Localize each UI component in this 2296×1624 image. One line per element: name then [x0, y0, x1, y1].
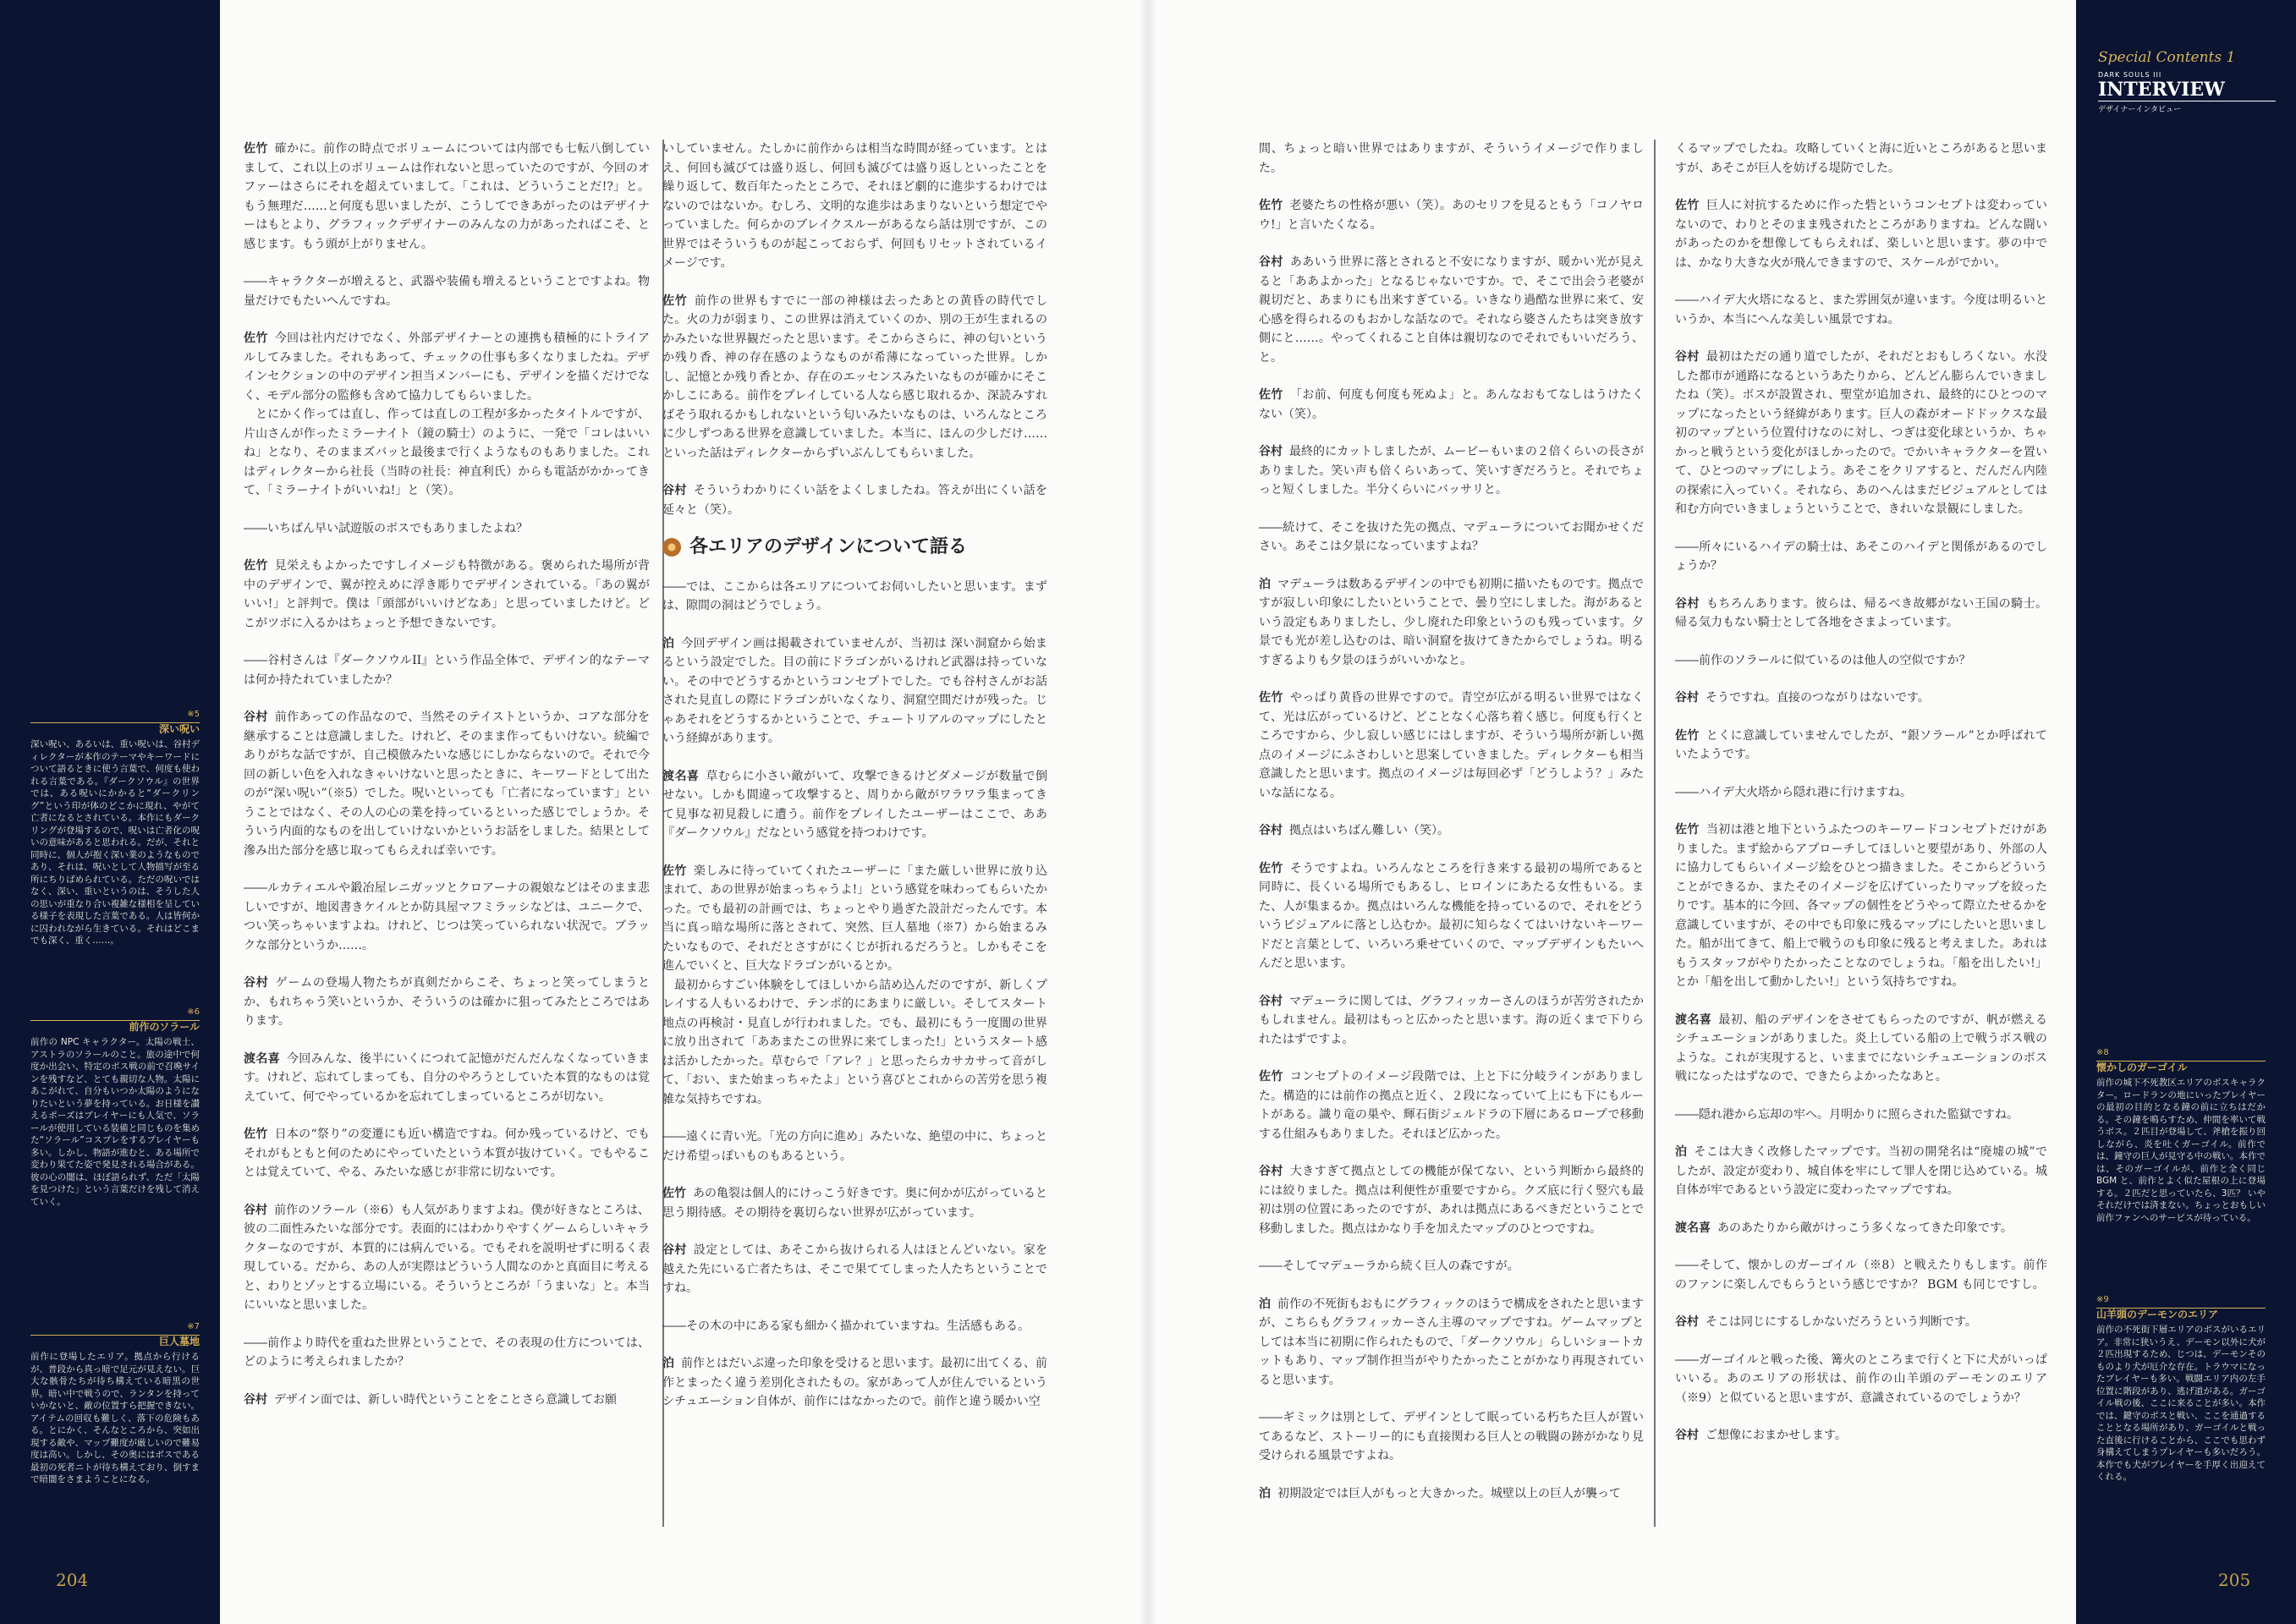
interview-paragraph [1259, 992, 1644, 1050]
paragraph-text: くるマップでしたね。攻略していくと海に近いところがあると思いますが、あそこが巨人を妨げる堤防でした。 [1675, 142, 2047, 175]
paragraph-text: ――では、ここからは各エリアについてお伺いしたいと思います。まずは、隙間の洞はどうでしょう。 [662, 579, 1047, 612]
speaker-name: 渡名喜 [1675, 1012, 1712, 1027]
paragraph-text: 前作とはだいぶ違った印象を受けると思います。最初に出てくる、前作とまったく違う差別化されたもの。家があって人が住んでいるというシチュエーション自体が、前作にはなかったので。前作と違う暖かい空 [662, 1357, 1047, 1408]
footnote-title: 懐かしのガーゴイル [2096, 1061, 2188, 1073]
interview-paragraph [1259, 1408, 1644, 1466]
series-label: DARK SOULS III [2098, 71, 2162, 79]
paragraph-text: 前作のソラール（※6）も人気がありますよね。僕が好きなところは、彼の二面性みたいな部分です。表面的にはわかりやすくゲームらしいキャラクターなのですが、本質的には病んでいる。でもそれを説明せずに明るく表現している。だから、あの人が実際はどういう人間なのかと真面目に考えると、わりとゾッとする立場にいる。そういうところが「うまいな」と。本当にいいなと思いました。 [244, 1203, 650, 1312]
interview-paragraph [1675, 1011, 2047, 1087]
speaker-name: 谷村 [1675, 596, 1700, 611]
paragraph-text: 日本の“祭り”の変遷にも近い構造ですね。何か残っているけど、でもそれがもともと何のためにやっていたという本質が抜けていく。でもやることは覚えていて、やる、みたいな感じが非常に切ないです。 [244, 1127, 650, 1179]
speaker-name: 谷村 [1259, 1165, 1283, 1178]
speaker-name: 谷村 [1675, 691, 1699, 705]
footnote-body: 前作の不死街下層エリアのボスがいるエリア。非常に狭いうえ、デーモン以外に犬が２匹出現するため、じつは、デーモンそのものより犬が厄介な存在。トラウマになったプレイヤーも多い。戦闘エリア内の左手位置に階段があり、逃げ道がある。ガーゴイル戦の後、ここに来ることが多い。本作では、鍵守のボスと戦い、ここを通過することとなる場所があり、ガーゴイルと戦った直後に行けることから、ここでも思わず身構えてしまうプレイヤーも多いだろう。本作でも犬がプレイヤーを手厚く出迎えてくれる。 [2096, 1325, 2266, 1482]
interview-paragraph [1259, 689, 1644, 803]
interview-paragraph [1675, 1426, 2047, 1446]
interview-paragraph [244, 405, 650, 501]
speaker-name: 佐竹 [662, 864, 687, 878]
paragraph-text: ああいう世界に落とされると不安になりますが、暖かい光が見えると「ああよかった」となるじゃないですか。で、そこで出会う老婆が親切だと、あまりにも出来すぎている。いきなり過酷な世界に来て、安心感を得られるのもおかしな話なので。それなら婆さんたちは突き放す側にと……。やってくれること自体は親切なのでそれでもいいだろう、と。 [1259, 255, 1644, 365]
section-branding [2098, 49, 2276, 114]
interview-paragraph [662, 140, 1047, 273]
paragraph-text: そうですね。直接のつながりはないです。 [1706, 691, 1930, 705]
speaker-name: 佐竹 [244, 1127, 268, 1141]
interview-paragraph [662, 292, 1047, 464]
paragraph-text: 前作の不死街もおもにグラフィックのほうで構成をされたと思いますが、こちらもグラフィッカーさん主導のマップですね。ゲームマップとしては本当に初期に作られたもので、「ダークソウル」らしいショートカットもあり、マップ制作担当がやりたかったことがかなり再現されていると思います。 [1259, 1297, 1644, 1387]
paragraph-text: ――谷村さんは『ダークソウルII』という作品全体で、デザイン的なテーマは何か持たれていましたか？ [244, 654, 650, 687]
speaker-name: 佐竹 [1259, 691, 1283, 705]
interview-paragraph [662, 1317, 1047, 1336]
speaker-name: 谷村 [662, 1243, 687, 1257]
speaker-name: 泊 [1259, 577, 1272, 591]
page-number-right: 205 [2218, 1570, 2251, 1590]
interview-paragraph [1675, 783, 2047, 803]
footnote-number: ※9 [2096, 1294, 2266, 1309]
book-gutter [1140, 0, 1156, 1624]
interview-paragraph [1259, 859, 1644, 974]
paragraph-text: ――いちばん早い試遊版のボスでもありましたよね？ [244, 521, 528, 535]
interview-paragraph [1259, 386, 1644, 424]
interview-paragraph [1675, 820, 2047, 992]
speaker-name: 谷村 [662, 484, 687, 497]
interview-paragraph [1259, 1295, 1644, 1391]
speaker-name: 佐竹 [1675, 728, 1700, 743]
interview-paragraph [1675, 1313, 2047, 1332]
interview-paragraph [1675, 1143, 2047, 1200]
paragraph-text: とにかく作っては直し、作っては直しの工程が多かったタイトルですが、片山さんが作ったミラーナイト（鏡の騎士）のように、一発で「コレはいいね」となり、そのままズバッと最後まで行くようなものもありました。これはディレクターから社長（当時の社長：神直利氏）からも電話がかかってきて、「ミラーナイトがいいね!」と（笑）。 [244, 408, 650, 497]
interview-paragraph [662, 578, 1047, 616]
footnote-number: ※5 [30, 709, 200, 723]
interview-paragraph [662, 976, 1047, 1110]
interview-paragraph [244, 974, 650, 1031]
speaker-name: 佐竹 [1259, 388, 1283, 402]
footnote-body: 前作の城下不死教区エリアのボスキャラクター。ロードランの地にいったプレイヤーの最初の目的となる鐘の前に立ちはだかる。その鐘を鳴らすため、仲間を率いて戦うボス。２匹目が登場して、斧槍を振り回しながら、炎を吐くガーゴイル。前作では、鐘守の巨人が見守る中の戦い。本作では、そのガーゴイルが、前作と全く同じ BGM と、前作とよく似た屋根の上に登場する。２匹だと思っていたら、3匹？ いやそれだけでは済まない。ちょっとおもしい前作ファンへのサービスが待っている。 [2096, 1078, 2266, 1223]
text-column-4 [1675, 140, 2047, 1527]
footnote-title: 山羊頭のデーモンのエリア [2096, 1308, 2219, 1320]
paragraph-text: いしていません。たしかに前作からは相当な時間が経っています。とは え、何回も滅びては盛り返し、何回も滅びては盛り返しといったことを繰り返して、数百年たったところで、それほど劇的に進歩するわけではないのではないか。むしろ、文明的な進歩はあまりないという想定でやっていました。何らかのブレイクスルーがあるなら話は別ですが、この世界ではそういうものが起こっておらず、何回もリセットされているイメージです。 [662, 142, 1047, 270]
paragraph-text: 拠点はいちばん難しい（笑）。 [1289, 824, 1449, 837]
interview-paragraph [1675, 291, 2047, 329]
speaker-name: 谷村 [1675, 1429, 1699, 1442]
speaker-name: 谷村 [1675, 350, 1700, 364]
interview-paragraph [244, 651, 650, 689]
paragraph-text: 初期設定では巨人がもっと大きかった。城壁以上の巨人が襲って [1277, 1486, 1621, 1501]
footnote-7 [30, 1321, 200, 1486]
interview-paragraph [244, 329, 650, 405]
speaker-name: 佐竹 [662, 294, 688, 308]
speaker-name: 泊 [1259, 1486, 1271, 1501]
footnote-8 [2096, 1047, 2266, 1224]
paragraph-text: デザイン面では、新しい時代ということをことさら意識してお願 [274, 1392, 618, 1407]
text-column-2 [662, 140, 1047, 1527]
paragraph-text: ――ハイデ大火塔になると、また雰囲気が違います。今度は明るいというか、本当にへんな美しい風景ですね。 [1675, 294, 2047, 326]
footnote-6 [30, 1007, 200, 1208]
interview-paragraph [662, 767, 1047, 843]
column-divider [1654, 140, 1656, 1527]
speaker-name: 佐竹 [1259, 861, 1283, 875]
paragraph-text: そういうわかりにくい話をよくしましたね。答えが出にくい話を延々と（笑）。 [662, 484, 1047, 517]
interview-paragraph [244, 1391, 650, 1410]
section-heading [662, 538, 1047, 557]
paragraph-text: そうですよね。いろんなところを行き来する最初の場所であると同時に、長くいる場所でもあるし、ヒロインにあたる女性もいる。また、人が集まるか。拠点はいろんな機能を持っているので、それをどういうビジュアルに落とし込むか。最初に知らなくてはいけないキーワードだと言葉として、いろいろ乗せていくので、マップデザインもたいへんだと思います。 [1259, 861, 1644, 970]
speaker-name: 谷村 [1259, 255, 1283, 269]
paragraph-text: 当初は港と地下というふたつのキーワードコンセプトだけがありました。まず絵からアプローチしてほしいと要望があり、外部の人に協力してもらいイメージ絵をひとつ描きました。そこからどういうことができるか、またそのイメージを広げていったりマップを絞ったりです。基本的に今回、各マップの個性をどうやって際立たせるかを意識していますが、その中でも印象に残るマップにしたいと思いました。船が出てきて、船上で戦うのも印象に残ると考えました。あれはもうスタッフがやりたかったことなのでしょうね。「船を出したい!」とか「船を出して動かしたい!」という気持ちですね。 [1675, 823, 2047, 989]
speaker-name: 佐竹 [662, 1187, 687, 1200]
interview-paragraph [244, 1334, 650, 1372]
footnote-title: 前作のソラール [129, 1020, 200, 1033]
page-number-left: 204 [56, 1570, 89, 1590]
interview-paragraph [662, 481, 1047, 519]
interview-paragraph [1675, 1106, 2047, 1125]
paragraph-text: ――前作のソラールに似ているのは他人の空似ですか？ [1675, 653, 1971, 667]
paragraph-text: ――そして、懐かしのガーゴイル（※8）と戦えたりもします。前作のファンに楽しんでもらうという感じですか？ BGM も同じですし。 [1675, 1259, 2047, 1292]
interview-paragraph [1675, 595, 2047, 633]
interview-paragraph [1675, 727, 2047, 765]
interview-paragraph [1675, 651, 2047, 671]
paragraph-text: 間、ちょっと暗い世界ではありますが、そういうイメージで作りました。 [1259, 142, 1644, 175]
speaker-name: 佐竹 [1675, 823, 1700, 837]
paragraph-text: あのあたりから敵がけっこう多くなってきた印象です。 [1717, 1221, 2013, 1235]
paragraph-text: ――ギミックは別として、デザインとして眠っている朽ちた巨人が置いてあるなど、ストーリー的にも直接関わる巨人との戦闘の跡がかなり見受けられる風景ですよね。 [1259, 1411, 1644, 1462]
speaker-name: 佐竹 [1259, 199, 1283, 212]
speaker-name: 佐竹 [244, 559, 268, 573]
text-column-3 [1259, 140, 1644, 1527]
interview-paragraph [244, 1201, 650, 1315]
paragraph-text: 巨人に対抗するために作った砦というコンセプトは変わっていないので、わりとそのまま残されたところがありますね。どんな闘いがあったのかを想像してもらえれば、楽しいと思います。夢の中では、かなり大きな火が飛んできますので、スケールがでかい。 [1675, 199, 2047, 270]
text-column-1 [244, 140, 650, 1527]
speaker-name: 谷村 [244, 1392, 267, 1407]
paragraph-text: ――ハイデ大火塔から隠れ港に行けますね。 [1675, 785, 1912, 799]
paragraph-text: ――ルカティエルや鍛冶屋レニガッツとクロアーナの親娘などはそのまま悲しいですが、地図書きケイルとか防具屋マフミラッシなどは、ユニークで、つい笑っちゃいますよね。けれど、じつは笑っていられない状況で。ブラックな部分というか……。 [244, 881, 650, 952]
footnote-body: 深い呪い、あるいは、重い呪いは、谷村ディレクターが本作のテーマやキーワードについて語るときに使う言葉で、何度も使われる言葉である。『ダークソウル』の世界では、ある呪いにかかると“ダークリング”という印が体のどこかに現れ、やがて亡者になるとされている。本作にもダークリングが登場するので、呪いは亡者化の呪いの意味があると思われる。だが、それと同時に、個人が抱く深い業のようなものであり、それは、呪いとして人物描写が至る所にちりばめられている。ただの呪いではなく、深い、重いというのは、そうした人の思いが重なり合い複雑な様相を呈している様子を表現した言葉である。人は皆何かに囚われながら生きている。それはどこまでも深く、重く……。 [30, 739, 200, 946]
speaker-name: 谷村 [244, 976, 269, 990]
paragraph-text: ――その木の中にある家も細かく描かれていますね。生活感もある。 [662, 1319, 1030, 1333]
paragraph-text: 最初からすごい体験をしてほしいから詰め込んだのですが、新しくプレイする人もいるわけで、テンポ的にあまりに厳しい。そしてスタート地点の再検討・見直しが行われました。でも、最初にもう一度闇の世界に放り出されて「ああまたこの世界に来てしまった!」というスタート感は活かしたかった。草むらで「アレ？」と思ったらカサカサって音がして、「おい、また始まっちゃたよ」という喜びとこれからの苦労を思う複雑な気持ちですね。 [662, 978, 1047, 1106]
interview-paragraph [1259, 575, 1644, 671]
paragraph-text: ――キャラクターが増えると、武器や装備も増えるということですよね。物量だけでもたいへんですね。 [244, 275, 650, 308]
footnote-title: 深い呪い [158, 722, 200, 735]
paragraph-text: とくに意識していませんでしたが、“銀ソラール”とか呼ばれていたようです。 [1675, 728, 2047, 761]
speaker-name: 泊 [1259, 1297, 1272, 1311]
paragraph-text: 設定としては、あそこから抜けられる人はほとんどいない。家を越えた先にいる亡者たちは、そこで果ててしまった人たちということですね。 [662, 1243, 1047, 1295]
paragraph-text: 「お前、何度も何度も死ぬよ」と。あんなおもてなしはうけたくない（笑）。 [1259, 388, 1644, 421]
speaker-name: 佐竹 [244, 332, 268, 345]
interview-paragraph [1675, 538, 2047, 576]
speaker-name: 渡名喜 [662, 769, 700, 783]
paragraph-text: ――前作より時代を重ねた世界ということで、その表現の仕方については、どのように考えられましたか？ [244, 1336, 650, 1369]
interview-paragraph [1259, 1257, 1644, 1276]
speaker-name: 渡名喜 [1675, 1221, 1711, 1235]
paragraph-text: ゲームの登場人物たちが真剣だからこそ、ちょっと笑ってしまうとか、もれちゃう笑いというか、そういうのは確かに狙ってみたところではあります。 [244, 976, 650, 1028]
paragraph-text: ――隠れ港から忘却の牢へ。月明かりに照らされた監獄ですね。 [1675, 1107, 2019, 1122]
speaker-name: 佐竹 [244, 142, 268, 156]
paragraph-text: 老婆たちの性格が悪い（笑）。あのセリフを見るともう「コノヤロウ!」と言いたくなる。 [1259, 199, 1644, 232]
speaker-name: 谷村 [1259, 445, 1283, 458]
section-heading-text: 各エリアのデザインについて語る [689, 536, 968, 557]
interview-paragraph [1675, 140, 2047, 178]
footnote-9 [2096, 1294, 2266, 1484]
interview-paragraph [244, 879, 650, 955]
footnote-number: ※8 [2096, 1047, 2266, 1062]
interview-paragraph [1259, 442, 1644, 500]
speaker-name: 谷村 [1675, 1315, 1699, 1329]
paragraph-text: マデューラは数あるデザインの中でも初期に描いたものです。拠点ですが寂しい印象にしたいということで、曇り空にしました。海があるという設定もありましたし、少し廃れた印象というのも残っています。夕景でも光が差し込むのは、暗い洞窟を抜けてきたからでしょうね。明るすぎるよりも夕景のほうがいいかなと。 [1259, 577, 1644, 667]
paragraph-text: マデューラに関しては、グラフィッカーさんのほうが苦労されたかもしれません。最初はもっと広かったと思います。海の近くまで下りられたはずですよ。 [1259, 994, 1644, 1046]
paragraph-text: 確かに。前作の時点でボリュームについては内部でも七転八倒していまして、これ以上のボリュームは作れないと思っていたのですが、今回のオファーはさらにそれを超えていまして。「これは、どういうことだ!?」と。もう無理だ……と何度も思いましたが、こうしてできあがったのはデザイナーはもとより、グラフィックデザイナーのみんなの力があったればこそ、と感じます。もう頭が上がりません。 [244, 142, 650, 251]
interview-paragraph [244, 272, 650, 310]
paragraph-text: ――続けて、そこを抜けた先の拠点、マデューラについてお聞かせください。あそこは夕景になっていますよね？ [1259, 520, 1644, 553]
paragraph-text: 大きすぎて拠点としての機能が保てない、という判断から最終的には絞りました。拠点は利便性が重要ですから。クズ底に行く竪穴も最初は別の位置にあったのですが、あれは拠点にあるべきだということで移動しました。拠点はかなり手を加えたマップのひとつですね。 [1259, 1165, 1644, 1236]
interview-paragraph [1675, 196, 2047, 272]
footnote-body: 前作に登場したエリア。拠点から行けるが、普段から真っ暗で足元が見えない。巨大な骸骨たちが待ち構えている暗黒の世界。暗い中で戦うので、ランタンを持っていかないと、敵の位置すら把握できない。アイテムの回収も難しく、落下の危険もある。とにかく、そんなところから、突如出現する敵や、マップ難度が厳しいので難易度は高い。しかし、その奥にはボスである最初の死者ニトが待ち構えており、倒すまで暗闇をさまようことになる。 [30, 1352, 200, 1484]
interview-paragraph [662, 862, 1047, 976]
interview-paragraph [1675, 1219, 2047, 1238]
interview-paragraph [244, 140, 650, 254]
interview-paragraph [1259, 518, 1644, 557]
paragraph-text: もちろんあります。彼らは、帰るべき故郷がない王国の騎士。帰る気力もない騎士として各地をさまよっています。 [1675, 596, 2047, 629]
interview-paragraph [662, 1127, 1047, 1166]
paragraph-text: 最終的にカットしましたが、ムービーもいまの２倍くらいの長さがありました。笑い声も倍くらいあって、笑いすぎだろうと。それでちょっと短くしました。半分くらいにバッサリと。 [1259, 445, 1644, 497]
footnote-title: 巨人墓地 [158, 1335, 200, 1347]
paragraph-text: そこは同じにするしかないだろうという判断です。 [1706, 1315, 1977, 1329]
paragraph-text: 前作あっての作品なので、当然そのテイストというか、コアな部分を継承することは意識しました。けれど、そのまま作ってもいけない。続編でありがちな話ですが、自己模倣みたいな感じにしかならないので。それで今回の新しい色を入れなきゃいけないと思ったときに、キーワードとして出たのが“深い呪い”（※5）でした。呪いといっても「亡者になっています」ということではなく、その人の心の業を持っているといった感じでしょうか。そういう内面的なものを出していけないかというお話をしました。結果として滲み出た部分を感じ取ってもらえれば幸いです。 [244, 710, 650, 858]
interview-paragraph [1259, 1067, 1644, 1144]
interview-paragraph [1675, 689, 2047, 708]
footnote-number: ※7 [30, 1321, 200, 1336]
interview-paragraph [1259, 1162, 1644, 1238]
interview-paragraph [662, 1241, 1047, 1298]
paragraph-text: 最初、船のデザインをさせてもらったのですが、帆が燃えるシチュエーションがありました。炎上している船の上で戦うボス戦のような。これが実現すると、いままでにないシチュエーションのボス戦になったはずなので、できたらよかったなあと。 [1675, 1012, 2047, 1084]
interview-paragraph [244, 1125, 650, 1182]
interview-paragraph [1675, 1256, 2047, 1294]
interview-paragraph [1259, 196, 1644, 234]
paragraph-text: 楽しみに待っていてくれたユーザーに「また厳しい世界に放り込まれて、あの世界が始まっちゃうよ!」という感覚を味わってもらいたかった。でも最初の計画では、ちょっとやり過ぎた設計だったんです。本当に真っ暗な場所に落とされて、突然、巨人墓地（※7）から始まるみたいなもので、それだとさすがにくじが折れるだろうと。しかもそこを進んでいくと、巨大なドラゴンがいるとか。 [662, 864, 1047, 973]
footnote-5 [30, 709, 200, 947]
paragraph-text: 今回みんな、後半にいくにつれて記憶がだんだんなくなっていきます。けれど、忘れてしまっても、自分のやろうとしていた本質的なものは覚えていて、何でやっているかを忘れてしまっているところが切ない。 [244, 1051, 650, 1104]
speaker-name: 谷村 [244, 1203, 268, 1217]
interview-paragraph [1259, 140, 1644, 178]
speaker-name: 渡名喜 [244, 1051, 280, 1066]
speaker-name: 佐竹 [1675, 199, 1700, 212]
interview-paragraph [244, 557, 650, 633]
paragraph-text: やっぱり黄昏の世界ですので。青空が広がる明るい世界ではなくて、光は広がっているけど、どことなく心落ち着く感じ。何度も行くところですから、少し寂しい感じにはしますが、そういう場所が新しい拠点のイメージにふさわしいと思案していきました。ディレクターも相当意識したと思います。拠点のイメージは毎回必ず「どうしよう？」みたいな話になる。 [1259, 691, 1644, 800]
interview-paragraph [662, 1354, 1047, 1412]
interview-paragraph [1259, 253, 1644, 367]
speaker-name: 谷村 [244, 710, 268, 724]
paragraph-text: 今回デザイン画は掲載されていませんが、当初は 深い洞窟から始まるという設定でした。目の前にドラゴンがいるけれど武器は持っていない。その中でどうするかというコンセプトでした。でも谷村さんがお話された見直しの際にドラゴンがいなくなり、洞窟空間だけが残った。じゃあそれをどうするかということで、チュートリアルのマップにしたという経緯があります。 [662, 636, 1047, 745]
special-contents-label: Special Contents 1 [2098, 49, 2236, 66]
interview-paragraph [662, 634, 1047, 749]
paragraph-text: ――所々にいるハイデの騎士は、あそこのハイデと関係があるのでしょうか？ [1675, 540, 2047, 573]
speaker-name: 泊 [662, 1357, 675, 1370]
paragraph-text: そこは大きく改修したマップです。当初の開発名は“廃墟の城”でしたが、設定が変わり、城自体を牢にして罪人を閉じ込めている。城自体が牢であるという設定に変わったマップですね。 [1675, 1145, 2047, 1197]
paragraph-text: あの亀裂は個人的にけっこう好きです。奥に何かが広がっていると思う期待感。その期待を裏切らない世界が広がっています。 [662, 1187, 1047, 1220]
interview-paragraph [1675, 1351, 2047, 1408]
interview-paragraph [244, 708, 650, 860]
interview-paragraph [1675, 348, 2047, 519]
speaker-name: 泊 [662, 636, 675, 650]
interview-paragraph [662, 1184, 1047, 1222]
speaker-name: 泊 [1675, 1145, 1688, 1159]
paragraph-text: 見栄えもよかったですしイメージも特徴がある。褒められた場所が背中のデザインで、翼が控えめに浮き彫りでデザインされている。「あの翼がいい!」と評判で。僕は「頭部がいいけどなあ」と思っていましたけど。どこがツボに入るかはちょっと予想できないです。 [244, 559, 650, 630]
paragraph-text: 最初はただの通り道でしたが、それだとおもしろくない。水没した都市が通路になるというあたりから、どんどん膨らんでいきましたね（笑）。ボスが設置され、聖堂が追加され、最終的にひとつのマップになったという経緯があります。巨人の森がオードドックスな最初のマップという位置付けなのに対し、つぎは変化球というか、ちゃかっと戦うという変化がほしかったので。でかいキャラクターを置いて、ひとつのマップにしよう。あそこをクリアすると、だんだん内陸の探索に入っていく。それなら、あのへんはまだビジュアルとしては和む方向でいきましょうということで、きれいな景観にしました。 [1675, 350, 2047, 516]
interview-title: INTERVIEW [2098, 79, 2276, 102]
interview-paragraph [1259, 1484, 1644, 1504]
interview-paragraph [1259, 821, 1644, 841]
footnote-body: 前作の NPC キャラクター。太陽の戦士、アストラのソラールのこと。旅の途中で何度か出会い、特定のボス戦の前で召喚サインを残すなど、とても親切な人物。太陽にあこがれて、自分もいつか太陽のようになりたいという夢を持っている。お日様を讃えるポーズはプレイヤーにも人気で、ソラールが使用している装備と同じものを集めた“ソラール”コスプレをするプレイヤーも多い。しかし、物語が進むと、ある場所で変わり果てた姿で発見される場合がある。彼の心の闇は、ほぼ語られず、ただ「太陽を見つけた」という言葉だけを残して消えていく。 [30, 1037, 200, 1207]
paragraph-text: 今回は社内だけでなく、外部デザイナーとの連携も積極的にトライアルしてみました。それもあって、チェックの仕事も多くなりましたね。デザインセクションの中のデザイン担当メンバーにも、デザインを描くだけでなく、モデル部分の監修も含めて協力してもらいました。 [244, 332, 650, 403]
paragraph-text: ――ガーゴイルと戦った後、篝火のところまで行くと下に犬がいっぱいいる。あのエリアの形状は、前作の山羊頭のデーモンのエリア（※9）と似ていると思いますが、意識されているのでしょうか？ [1675, 1352, 2047, 1405]
speaker-name: 佐竹 [1259, 1070, 1283, 1084]
paragraph-text: ご想像におまかせします。 [1706, 1429, 1847, 1442]
speaker-name: 谷村 [1259, 994, 1283, 1008]
paragraph-text: コンセプトのイメージ段階では、上と下に分岐ラインがありました。構造的には前作の拠点と近く、２段になっていて上にも下にもルートがある。識り竜の巣や、輝石街ジェルドラの下層にあるロープで移動する仕組みもありました。それほど広かった。 [1259, 1070, 1644, 1141]
footnote-number: ※6 [30, 1007, 200, 1021]
interview-paragraph [244, 1050, 650, 1107]
flower-ornament-icon [662, 538, 681, 557]
paragraph-text: 草むらに小さい敵がいて、攻撃できるけどダメージが数量で倒せない。しかも間違って攻撃すると、周りから敵がワラワラ集まってきて見事な初見殺しに遭う。前作をプレイしたユーザーはここで、ああ『ダークソウル』だなという感覚を持つわけです。 [662, 769, 1047, 840]
paragraph-text: ――そしてマデューラから続く巨人の森ですが。 [1259, 1259, 1519, 1273]
interview-paragraph [244, 519, 650, 539]
paragraph-text: 前作の世界もすでに一部の神様は去ったあとの黄昏の時代でした。火の力が弱まり、この世界は消えていくのか、別の王が生まれるのかみたいな世界観だったと思います。そこからさらに、神の匂いというか残り香、神の存在感のようなものが希薄になっていった世界。しかし、記憶とか残り香とか、存在のエッセンスみたいなものが確かにそこかしこにある。前作をプレイしている人なら感じ取れるか、深読みすればそう取れるかもしれないという匂いみたいなものは、いろんなところに少しずつある世界を意識していました。本当に、ほんの少しだけ……といった話はディレクターからずいぶんしてもらいました。 [662, 294, 1047, 460]
speaker-name: 谷村 [1259, 824, 1283, 837]
paragraph-text: ――遠くに青い光。「光の方向に進め」みたいな、絶望の中に、ちょっとだけ希望っぽいものもあるという。 [662, 1130, 1047, 1163]
interview-subtitle: デザイナーインタビュー [2098, 106, 2182, 114]
